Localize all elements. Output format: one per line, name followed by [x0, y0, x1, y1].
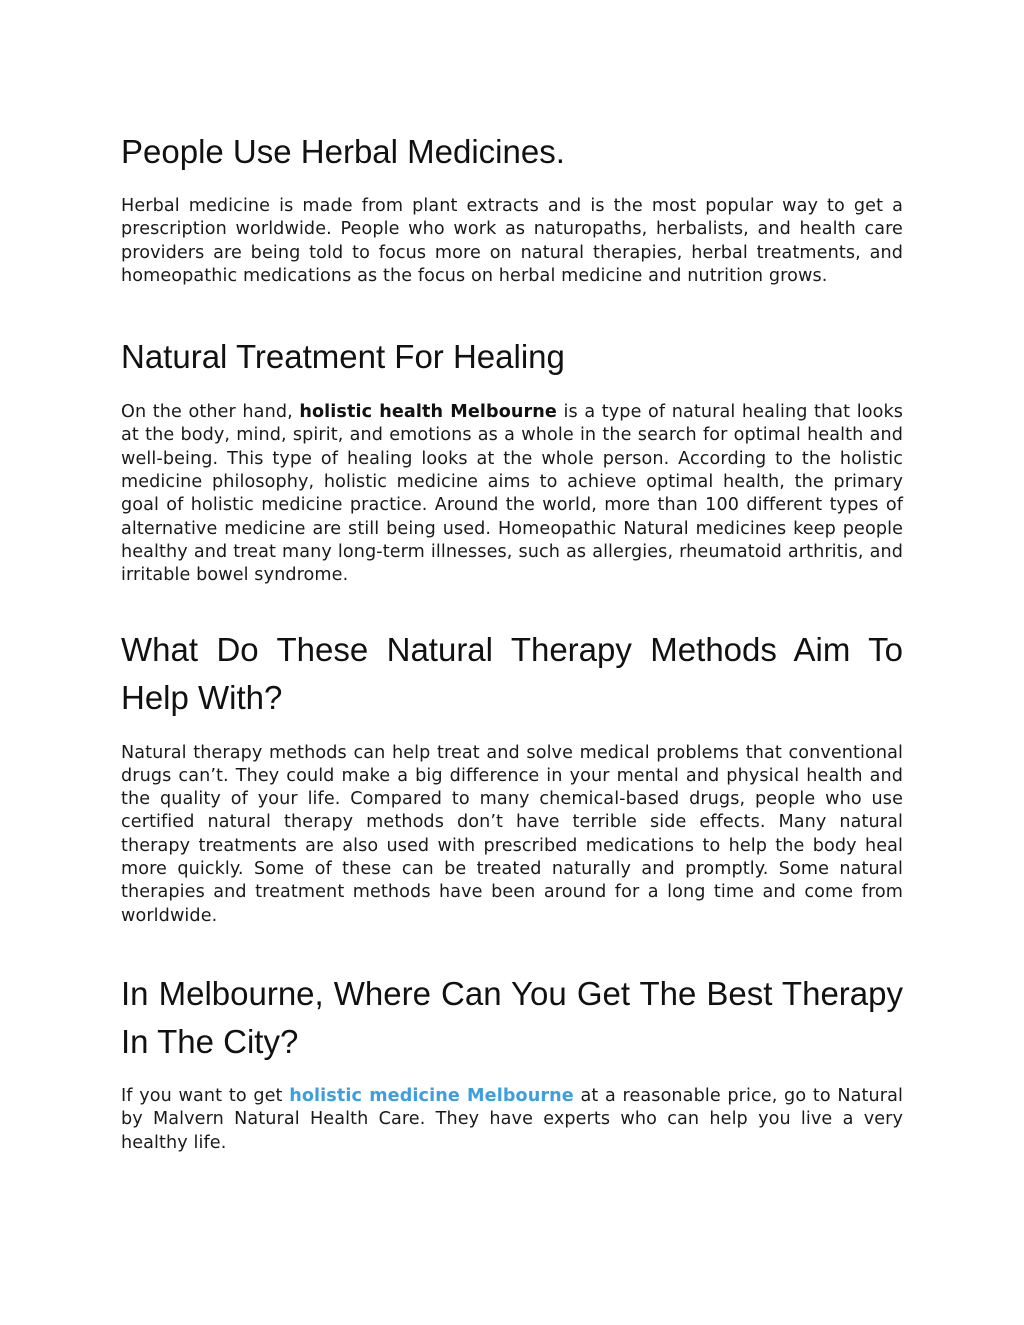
section-heading-natural-treatment: Natural Treatment For Healing: [121, 338, 565, 376]
section-paragraph-herbal-medicines: Herbal medicine is made from plant extracts and is the most popular way to get a prescription worldwide. People who work as naturopaths, herbalists, and health care providers are being told to focus more on natural therapies, herbal treatments, and homeopathic medications as the focus on herbal medicine and nutrition grows.: [121, 196, 903, 286]
paragraph-text-before: If you want to get: [121, 1085, 290, 1106]
section-heading-best-therapy-melbourne: In Melbourne, Where Can You Get The Best Therapy In The City?: [121, 974, 903, 1060]
section-paragraph-best-therapy-melbourne: [121, 1085, 903, 1155]
paragraph-text-before: On the other hand,: [121, 402, 300, 423]
section-paragraph-natural-treatment: [121, 401, 903, 587]
holistic-health-bold-text: holistic health Melbourne: [299, 402, 557, 423]
section-heading-herbal-medicines: People Use Herbal Medicines.: [121, 133, 565, 170]
section-heading-therapy-methods: What Do These Natural Therapy Methods Aim To Help With?: [121, 630, 903, 716]
paragraph-text-after: at a reasonable price, go to Natural by Malvern Natural Health Care. They have experts who can help you live a very healthy life.: [121, 1085, 903, 1153]
document-page: [121, 128, 903, 1155]
paragraph-text-after: is a type of natural healing that looks at the body, mind, spirit, and emotions as a whole in the search for optimal health and well-being. This type of healing looks at the whole person. According to the holistic medicine philosophy, holistic medicine aims to achieve optimal health, the primary goal of holistic medicine practice. Around the world, more than 100 different types of alternative medicine are still being used. Homeopathic Natural medicines keep people healthy and treat many long-term illnesses, such as allergies, rheumatoid arthritis, and irritable bowel syndrome.: [121, 402, 904, 586]
holistic-medicine-melbourne-link[interactable]: holistic medicine Melbourne: [289, 1085, 574, 1106]
section-paragraph-therapy-methods: Natural therapy methods can help treat and solve medical problems that conventional drugs can’t. They could make a big difference in your mental and physical health and the quality of your life. Compared to many chemical-based drugs, people who use certified natural therapy methods don’t have terrible side effects. Many natural therapy treatments are also used with prescribed medications to help the body heal more quickly. Some of these can be treated naturally and promptly. Some natural therapies and treatment methods have been around for a long time and come from worldwide.: [121, 742, 903, 926]
